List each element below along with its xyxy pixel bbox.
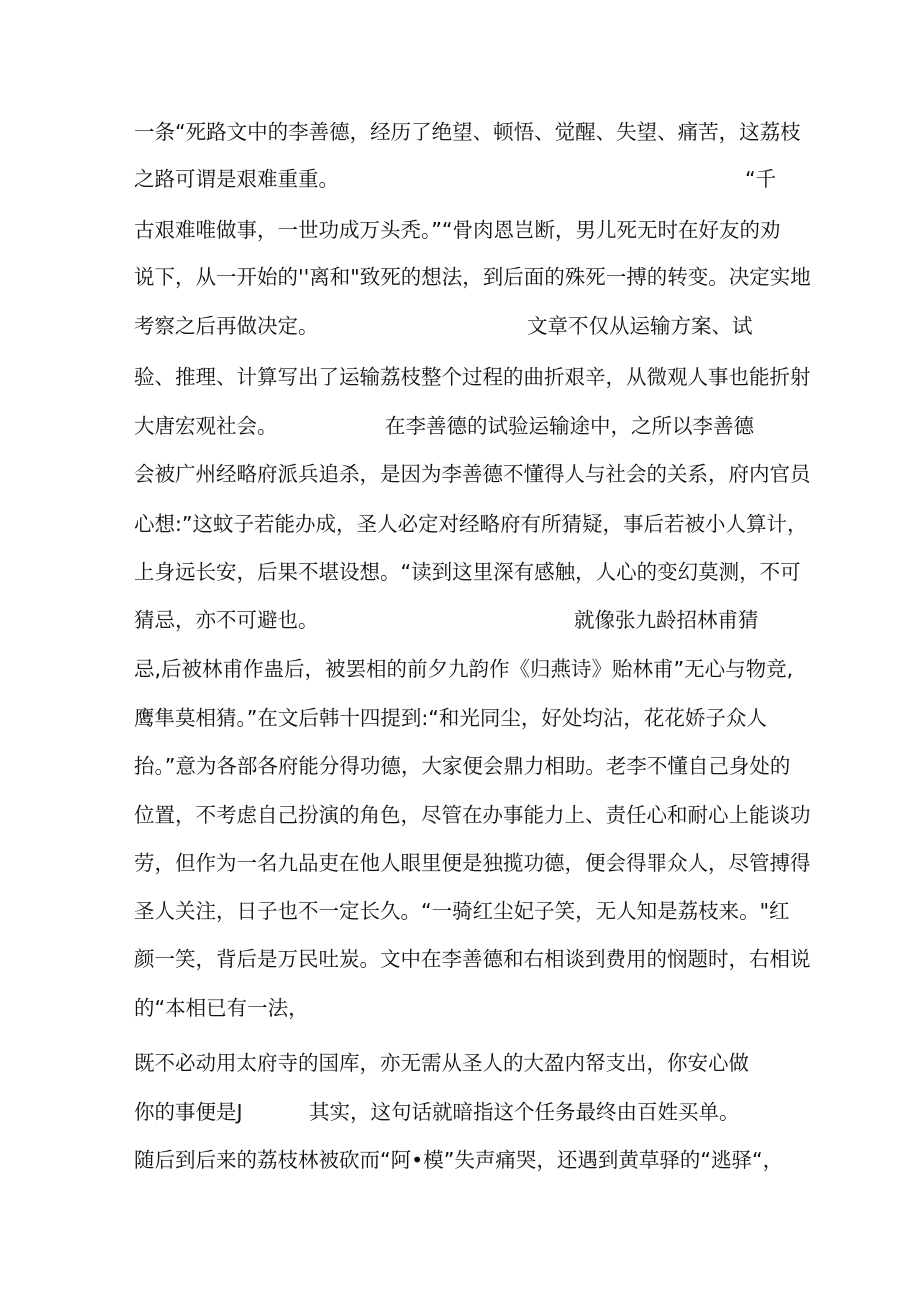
text-line: 大唐宏观社会。	[134, 414, 278, 438]
text-line: “千	[745, 167, 777, 191]
text-line: 圣人关注，日子也不一定长久。“一骑红尘妃子笑，无人知是荔枝来。"红	[134, 899, 790, 923]
text-line: 文章不仅从运输方案、试	[527, 314, 753, 338]
text-line: 颜一笑，背后是万民吐炭。文中在李善德和右相谈到费用的悯题时，右相说	[134, 947, 811, 971]
text-line: 心想:”这蚊子若能办成，圣人必定对经略府有所猜疑，事后若被小人算计，	[134, 512, 808, 536]
text-line: 其实，这句话就暗指这个任务最终由百姓买单。	[309, 1100, 740, 1124]
text-line: 劳，但作为一名九品吏在他人眼里便是独揽功德，便会得罪众人，尽管搏得	[134, 851, 811, 875]
text-line: 随后到后来的荔枝林被砍而“阿•模”失声痛哭，还遇到黄草驿的“逃驿“，	[134, 1148, 784, 1172]
text-line: 既不必动用太府寺的国库，亦无需从圣人的大盈内帑支出，你安心做	[134, 1051, 749, 1075]
text-line: 说下，从一开始的''离和"致死的想法，到后面的殊死一搏的转变。决定实地	[134, 265, 811, 289]
text-line: 你的事便是J	[134, 1100, 243, 1124]
text-line: 猜忌，亦不可避也。	[134, 608, 319, 632]
text-line: 抬。”意为各部各府能分得功德，大家便会鼎力相助。老李不懂自己身处的	[134, 754, 791, 778]
text-line: 一条“死路文中的李善德，经历了绝望、顿悟、觉醒、失望、痛苦，这荔枝	[134, 120, 801, 144]
text-line: 位置，不考虑自己扮演的角色，尽管在办事能力上、责任心和耐心上能谈功	[134, 803, 811, 827]
text-line: 会被广州经略府派兵追杀，是因为李善德不懂得人与社会的关系，府内官员	[134, 462, 811, 486]
text-line: 古艰难唯做事，一世功成万头秃。”“骨肉恩岂断，男儿死无时在好友的劝	[134, 218, 781, 242]
text-line: 考察之后再做决定。	[134, 314, 319, 338]
text-line: 就像张九龄招林甫猜	[574, 608, 759, 632]
text-line: 上身远长安，后果不堪设想。“读到这里深有感触，人心的变幻莫测，不可	[134, 560, 801, 584]
text-line: 鹰隼莫相猜。”在文后韩十四提到:“和光同尘，好处均沾，花花娇子众人	[134, 706, 767, 730]
text-line: 验、推理、计算写出了运输荔枝整个过程的曲折艰辛，从微观人事也能折射	[134, 365, 811, 389]
text-line: 之路可谓是艰难重重。	[134, 167, 339, 191]
text-line: 的“本相已有一法，	[134, 996, 309, 1020]
text-line: 在李善德的试验运输途中，之所以李善德	[385, 414, 754, 438]
text-line: 忌,后被林甫作蛊后，被罢相的前夕九韵作《归燕诗》贻林甫”无心与物竞,	[134, 657, 794, 681]
